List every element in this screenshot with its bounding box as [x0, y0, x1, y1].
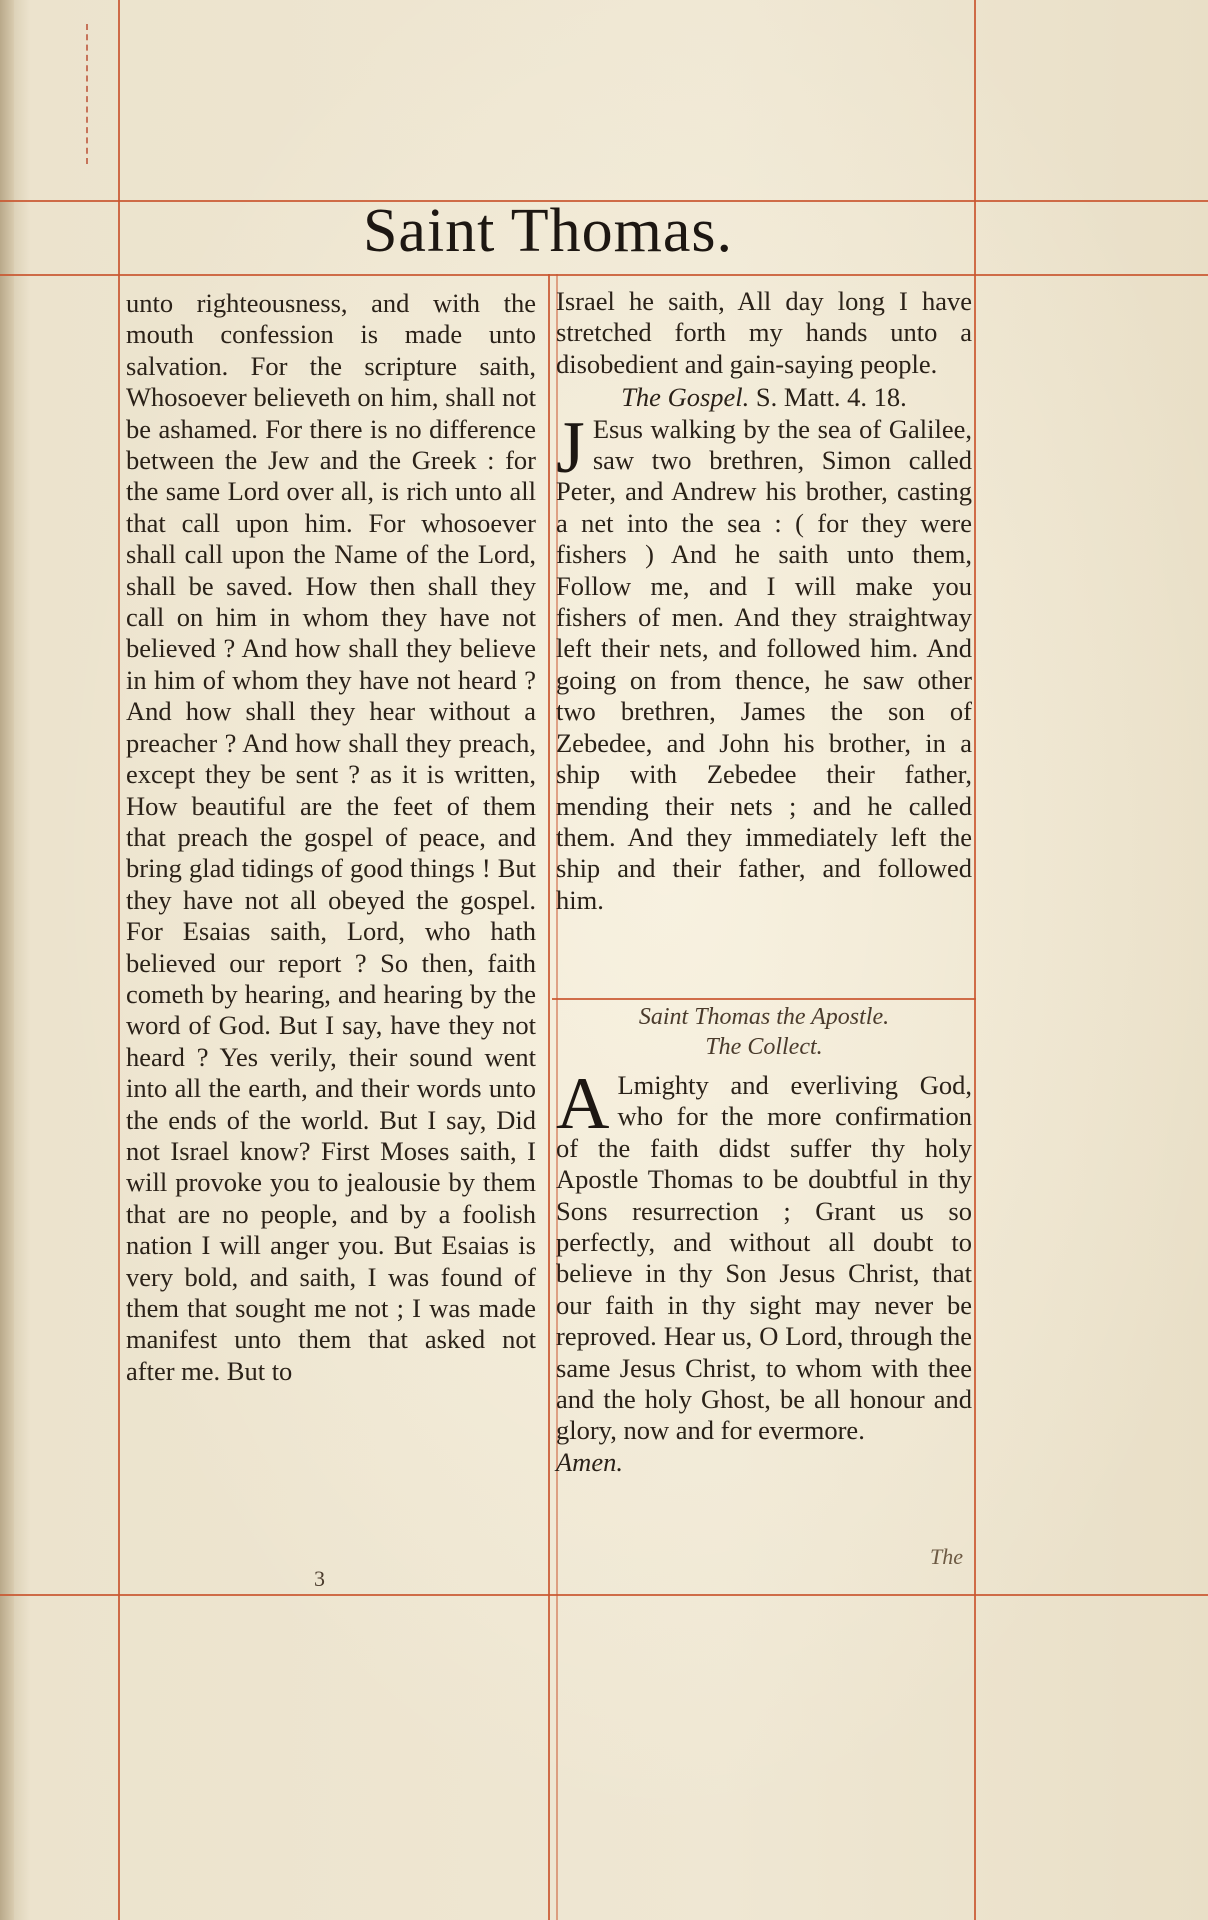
- gospel-heading-reference: S. Matt. 4. 18.: [755, 382, 907, 413]
- epistle-ending: Israel he saith, All day long I have stretched forth my hands unto a disobedient and gain-saying people.: [556, 286, 972, 379]
- left-column: [126, 288, 536, 1578]
- rule-column-gap-left: [548, 274, 550, 1920]
- gospel-text: Esus walking by the sea of Galilee, saw two brethren, Simon called Peter, and Andrew his brother, casting a net into the sea : ( for they were fishers ) And he saith unto them, Follow me, and I will make you fishers of men. And they straightway left their nets, and followed him. And going on from thence, he saw other two brethren, James the son of Zebedee, and John his brother, in a ship with Zebedee their father, mending their nets ; and he called them. And they immediately left the ship and their father, and followed him.: [556, 413, 972, 915]
- page-title: Saint Thomas.: [362, 197, 734, 265]
- margin-pen-mark: [86, 24, 94, 164]
- signature-mark: 3: [314, 1566, 325, 1591]
- catchword: The: [930, 1544, 963, 1569]
- gospel-heading: [556, 382, 972, 413]
- rule-bottom: [0, 1594, 1208, 1596]
- collect-dropcap: A: [556, 1063, 610, 1145]
- page-gutter-edge: [0, 0, 14, 1920]
- rule-outer-right: [974, 0, 976, 1920]
- rule-collect-divider: [552, 998, 976, 1000]
- rule-outer-left: [118, 0, 120, 1920]
- gospel-paragraph: [556, 406, 972, 917]
- right-column-top: [556, 286, 972, 916]
- collect-title: Saint Thomas the Apostle.: [638, 1004, 890, 1030]
- right-column-bottom: [556, 1002, 972, 1478]
- gospel-heading-label: The Gospel.: [621, 382, 750, 413]
- collect-text: Lmighty and everliving God, who for the more confirmation of the faith didst suffer thy holy Apostle Thomas to be doubtful in thy Sons resurrection ; Grant us so perfectly, and without all doubt to believe in thy Son Jesus Christ, that our faith in thy sight may never be reproved. Hear us, O Lord, through the same Jesus Christ, to whom with thee and the holy Ghost, be all honour and glory, now and for evermore.: [556, 1070, 972, 1446]
- collect-amen: Amen.: [556, 1446, 623, 1477]
- gospel-dropcap: J: [556, 406, 585, 489]
- epistle-text: unto righteousness, and with the mouth confession is made unto salvation. For the scripture saith, Whosoever believeth on him, shall not be ashamed. For there is no difference between the Jew and the Greek : for the same Lord over all, is rich unto all that call upon him. For whosoever shall call upon the Name of the Lord, shall be saved. How then shall they call on him in whom they have not believed ? And how shall they believe in him of whom they have not heard ? And how shall they hear without a preacher ? And how shall they preach, except they be sent ? as it is written, How beautiful are the feet of them that preach the gospel of peace, and bring glad tidings of good things ! But they have not all obeyed the gospel. For Esaias saith, Lord, who hath believed our report ? So then, faith cometh by hearing, and hearing by the word of God. But I say, have they not heard ? Yes verily, their sound went into all the earth, and their words unto the ends of the world. But I say, Did not Israel know? First Moses saith, I will provoke you to jealousie by them that are no people, and by a foolish nation I will anger you. But Esaias is very bold, and saith, I was found of them that sought me not ; I was made manifest unto them that asked not after me. But to: [126, 288, 536, 1386]
- rule-below-title: [0, 274, 1208, 276]
- collect-paragraph: [556, 1063, 972, 1447]
- collect-subtitle: The Collect.: [705, 1034, 823, 1060]
